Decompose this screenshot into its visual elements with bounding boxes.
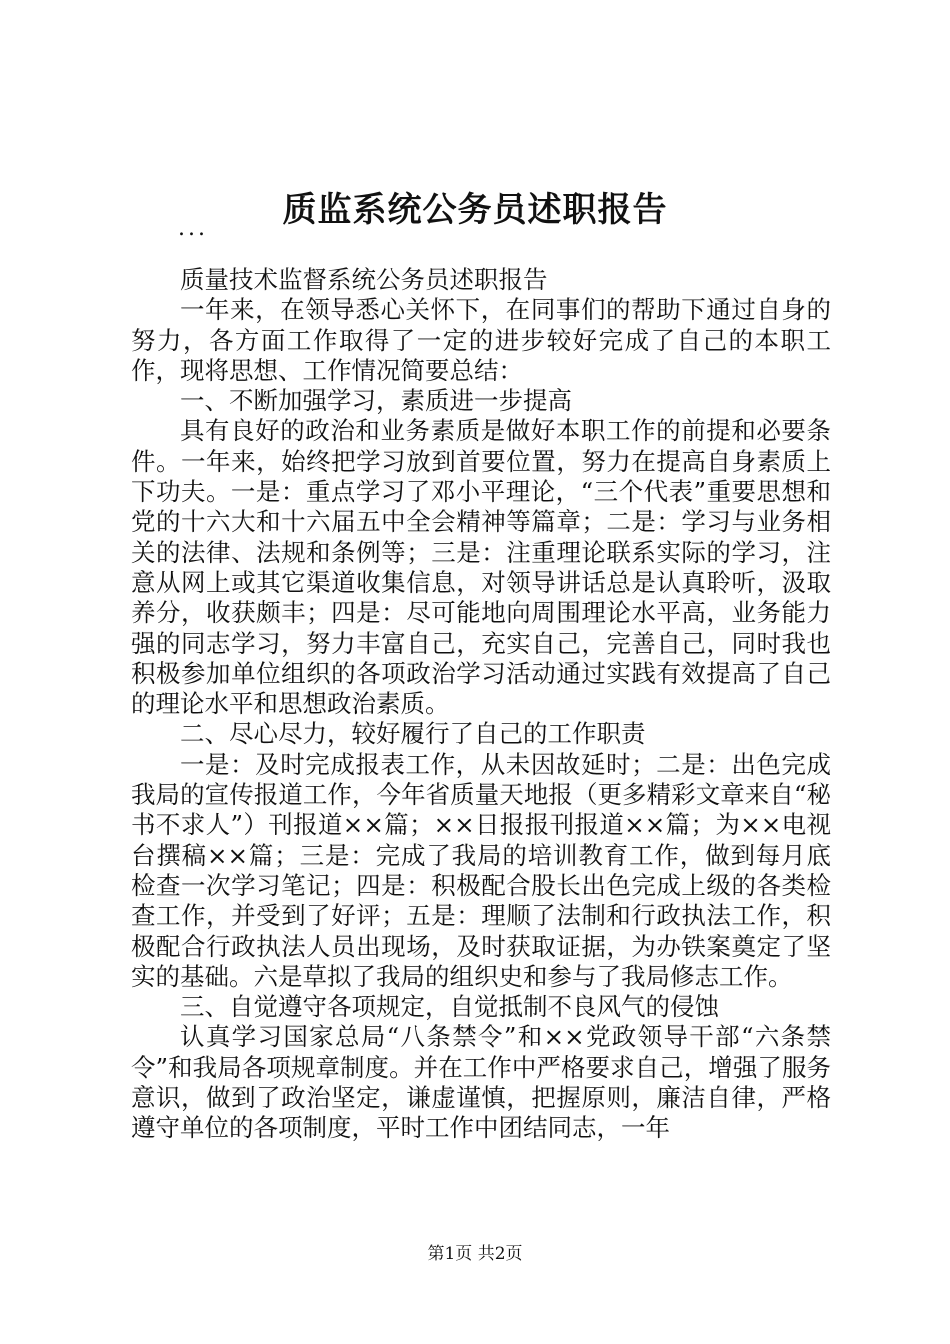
paragraph-study: 具有良好的政治和业务素质是做好本职工作的前提和必要条件。一年来，始终把学习放到首要位置，努力在提高自身素质上下功夫。一是：重点学习了邓小平理论，“三个代表”重要思想和党的十六大和十六届五中全会精神等篇章；二是：学习与业务相关的法律、法规和条例等；三是：注重理论联系实际的学习，注意从网上或其它渠道收集信息，对领导讲话总是认真聆听，汲取养分，收获颇丰；四是：尽可能地向周围理论水平高，业务能力强的同志学习，努力丰富自己，充实自己，完善自己，同时我也积极参加单位组织的各项政治学习活动通过实践有效提高了自己的理论水平和思想政治素质。 [131, 416, 831, 719]
ellipsis-marker: ... [178, 216, 208, 241]
document-title: 质监系统公务员述职报告 [282, 190, 668, 230]
paragraph-discipline: 认真学习国家总局“八条禁令”和××党政领导干部“六条禁令”和我局各项规章制度。并在工作中严格要求自己，增强了服务意识，做到了政治坚定，谦虚谨慎，把握原则，廉洁自律，严格遵守单位的各项制度，平时工作中团结同志，一年 [131, 1022, 831, 1143]
paragraph-duties: 一是：及时完成报表工作，从未因故延时；二是：出色完成我局的宣传报道工作，今年省质量天地报（更多精彩文章来自“秘书不求人”）刊报道××篇；××日报报刊报道××篇；为××电视台撰稿××篇；三是：完成了我局的培训教育工作，做到每月底检查一次学习笔记；四是：积极配合股长出色完成上级的各类检查工作，并受到了好评；五是：理顺了法制和行政执法工作，积极配合行政执法人员出现场，及时获取证据，为办铁案奠定了坚实的基础。六是草拟了我局的组织史和参与了我局修志工作。 [131, 749, 831, 991]
section-heading-2: 二、尽心尽力，较好履行了自己的工作职责 [180, 719, 646, 749]
page-footer: 第1页 共2页 [427, 1244, 523, 1264]
document-body [131, 265, 831, 1144]
paragraph-intro: 一年来，在领导悉心关怀下，在同事们的帮助下通过自身的努力，各方面工作取得了一定的进步较好完成了自己的本职工作，现将思想、工作情况简要总结： [131, 295, 831, 385]
section-heading-3: 三、自觉遵守各项规定，自觉抵制不良风气的侵蚀 [180, 992, 719, 1022]
paragraph-report-heading: 质量技术监督系统公务员述职报告 [180, 265, 548, 294]
section-heading-1: 一、不断加强学习，素质进一步提高 [180, 386, 572, 416]
